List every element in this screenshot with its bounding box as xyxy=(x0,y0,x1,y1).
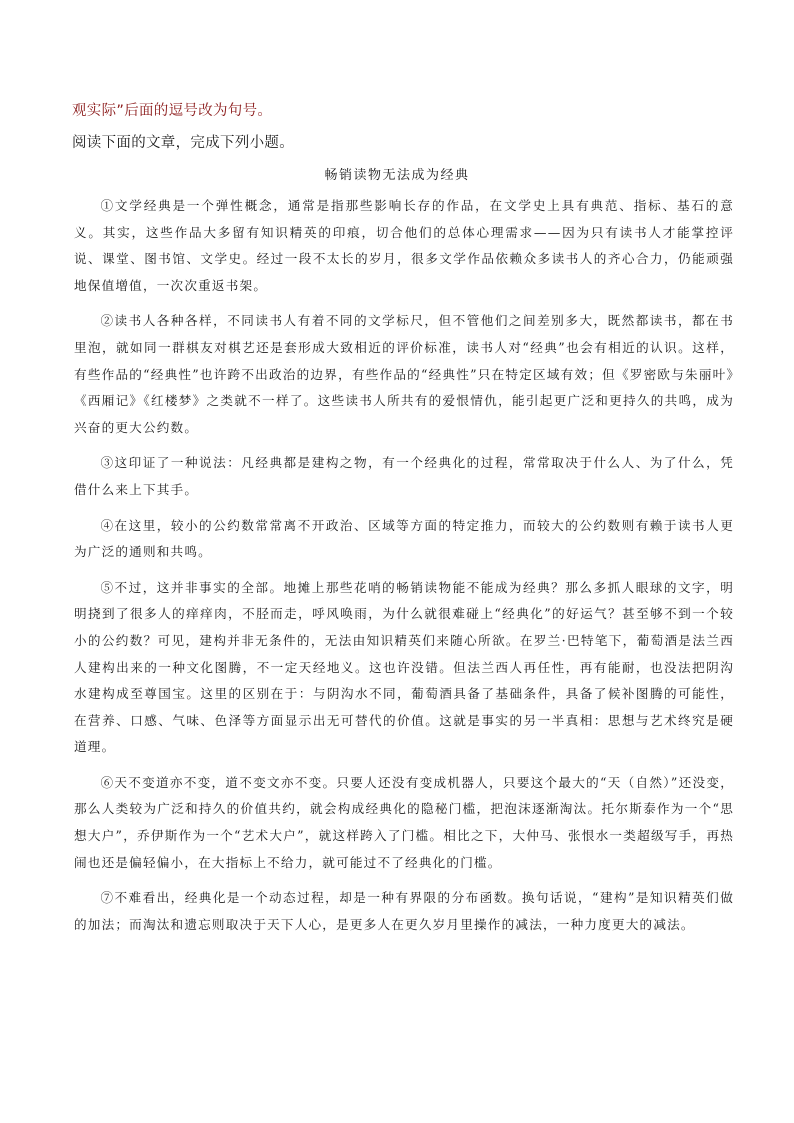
paragraph-4: ④在这里，较小的公约数常常离不开政治、区域等方面的特定推力，而较大的公约数则有赖于读书人更为广泛的通则和共鸣。 xyxy=(74,517,734,560)
paragraph-7: ⑦不难看出，经典化是一个动态过程，却是一种有界限的分布函数。换句话说，“建构”是知识精英们做的加法；而淘汰和遗忘则取决于天下人心，是更多人在更久岁月里操作的减法，一种力度更大的减法。 xyxy=(74,890,734,932)
article-title: 畅销读物无法成为经典 xyxy=(324,168,470,183)
answer-note: 观实际”后面的逗号改为句号。 xyxy=(72,103,273,119)
paragraph-6: ⑥天不变道亦不变，道不变文亦不变。只要人还没有变成机器人，只要这个最大的“天（自然）”还没变，那么人类较为广泛和持久的价值共约，就会构成经典化的隐秘门槛，把泡沫逐渐淘汰。托尔斯泰作为一个“思想大户”，乔伊斯作为一个“艺术大户”，就这样跨入了门槛。相比之下，大仲马、张恨水一类超级写手，再热闹也还是偏轻偏小，在大指标上不给力，就可能过不了经典化的门槛。 xyxy=(74,774,734,870)
article-body xyxy=(74,193,734,947)
paragraph-2: ②读书人各种各样，不同读书人有着不同的文学标尺，但不管他们之间差别多大，既然都读书，都在书里泡，就如同一群棋友对棋艺还是套形成大致相近的评价标准，读书人对“经典”也会有相近的认识。这样，有些作品的“经典性”也许跨不出政治的边界，有些作品的“经典性”只在特定区域有效；但《罗密欧与朱丽叶》《西厢记》《红楼梦》之类就不一样了。这些读书人所共有的爱恨情仇，能引起更广泛和更持久的共鸣，成为兴奋的更大公约数。 xyxy=(74,313,734,435)
paragraph-1: ①文学经典是一个弹性概念，通常是指那些影响长存的作品，在文学史上具有典范、指标、基石的意义。其实，这些作品大多留有知识精英的印痕，切合他们的总体心理需求——因为只有读书人才能掌控评说、课堂、图书馆、文学史。经过一段不太长的岁月，很多文学作品依赖众多读书人的齐心合力，仍能顽强地保值增值，一次次重返书架。 xyxy=(74,198,734,293)
reading-instruction: 阅读下面的文章，完成下列小题。 xyxy=(72,135,294,151)
paragraph-5: ⑤不过，这并非事实的全部。地摊上那些花哨的畅销读物能不能成为经典？那么多抓人眼球的文字，明明挠到了很多人的痒痒肉，不胫而走，呼风唤雨，为什么就很难碰上“经典化”的好运气？甚至够不到一个较小的公约数？可见，建构并非无条件的，无法由知识精英们来随心所欲。在罗兰·巴特笔下，葡萄酒是法兰西人建构出来的一种文化图腾，不一定天经地义。这也许没错。但法兰西人再任性，再有能耐，也没法把阴沟水建构成至尊国宝。这里的区别在于：与阴沟水不同，葡萄酒具备了基础条件，具备了候补图腾的可能性，在营养、口感、气味、色泽等方面显示出无可替代的价值。这就是事实的另一半真相：思想与艺术终究是硬道理。 xyxy=(74,579,734,755)
paragraph-3: ③这印证了一种说法：凡经典都是建构之物，有一个经典化的过程，常常取决于什么人、为了什么，凭借什么来上下其手。 xyxy=(74,455,734,497)
